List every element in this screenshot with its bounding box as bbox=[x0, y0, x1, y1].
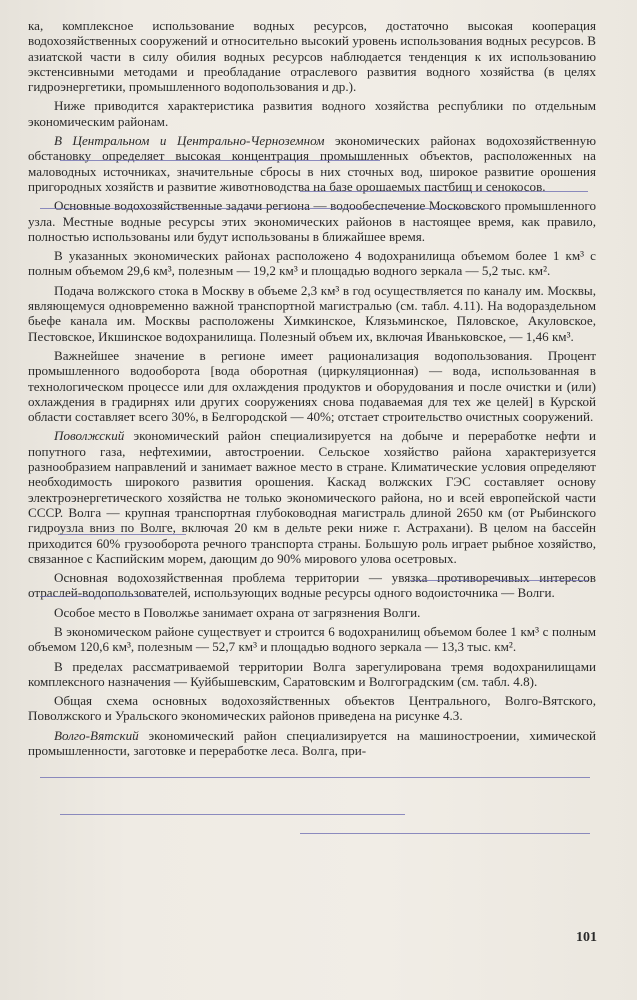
pen-underline bbox=[300, 833, 590, 834]
paragraph-text: Ниже приводится характеристика развития водного хозяйства республики по отдельным экономическим районам. bbox=[28, 98, 596, 129]
paragraph-text: Общая схема основных водохозяйственных объектов Центрального, Волго-Вятского, Поволжского и Уральского экономических районов приведена на рисунке 4.3. bbox=[28, 693, 596, 724]
region-name: В Центральном и Центрально-Черноземном bbox=[54, 133, 325, 149]
pen-underline bbox=[410, 580, 588, 581]
paragraph bbox=[28, 348, 596, 424]
paragraph bbox=[28, 133, 596, 194]
pen-underline bbox=[40, 777, 590, 778]
pen-underline bbox=[60, 814, 405, 815]
pen-underline bbox=[300, 191, 588, 192]
paragraph bbox=[28, 428, 596, 566]
pen-underline bbox=[40, 596, 158, 597]
paragraph-text: Важнейшее значение в регионе имеет рационализация водопользования. Процент промышленного водооборота [вода оборотная (циркуляционная) — вода, использованная в технологическом процессе или для охлаждения продуктов и оборудования и после очистки и (или) охлаждения в градирнях или других сооружениях снова подаваемая для тех же целей] в Курской области составляет всего 30%, в Белгородской — 40%; отстает строительство очистных сооружений. bbox=[28, 347, 596, 425]
region-name: Волго-Вятский bbox=[54, 727, 139, 743]
region-name: Поволжский bbox=[54, 428, 125, 444]
paragraph-text: В экономическом районе существует и строится 6 водохранилищ объемом более 1 км³ с полным объемом 120,6 км³, полезным — 52,7 км³ и площадью водного зеркала — 13,3 тыс. км². bbox=[28, 623, 596, 655]
page-number: 101 bbox=[576, 930, 597, 945]
paragraph bbox=[28, 98, 596, 129]
paragraph-text: Особое место в Поволжье занимает охрана от загрязнения Волги. bbox=[54, 604, 421, 620]
pen-underline bbox=[58, 534, 186, 535]
paragraph-text: ка, комплексное использование водных ресурсов, достаточно высокая кооперация водохозяйственных сооружений и относительно высокий уровень использования водных ресурсов. В азиатской части в силу обилия водных ресурсов наблюдается тенденция к их использованию экстенсивными методами и преобладание отраслевого развития водного хозяйства (в целях гидроэнергетики, промышленного водопользования и др.). bbox=[28, 18, 596, 95]
paragraph bbox=[28, 728, 596, 759]
paragraph bbox=[28, 624, 596, 655]
paragraph-text: Подача волжского стока в Москву в объеме 2,3 км³ в год осуществляется по каналу им. Москвы, являющемуся одновременно важной транспортной магистралью (см. табл. 4.11). На водораздельном бьефе канала им. Москвы расположены Химкинское, Клязьминское, Пяловское, Акуловское, Пестовское, Икшинское водохранилища. Полезный объем их, включая Иваньковское, — 1,46 км³. bbox=[28, 282, 596, 344]
paragraph-text: экономических районах водохозяйственную обстановку определяет высокая концентрация промышленных объектов, расположенных на маловодных источниках, значительные сбросы в них сточных вод, широкое развитие орошения пригородных хозяйств и развитие животноводства на базе орошаемых пастбищ и сенокосов. bbox=[28, 133, 597, 194]
paragraph bbox=[28, 18, 596, 94]
paragraph bbox=[28, 248, 596, 279]
paragraph-text: экономический район специализируется на машиностроении, химической промышленности, заготовке и переработке леса. Волга, при- bbox=[28, 727, 596, 759]
paragraph bbox=[28, 605, 596, 620]
paragraph bbox=[28, 693, 596, 724]
paragraph-text: В пределах рассматриваемой территории Волга зарегулирована тремя водохранилищами комплексного назначения — Куйбышевским, Саратовским и Волгоградским (см. табл. 4.8). bbox=[28, 658, 596, 689]
pen-underline bbox=[60, 160, 380, 161]
paragraph-text: Основные водохозяйственные задачи региона — водообеспечение Московского промышленного узла. Местные водные ресурсы этих экономических районов в настоящее время, как правило, полностью использованы или будут использованы в ближайшее время. bbox=[28, 198, 596, 244]
paragraph-text: экономический район специализируется на добыче и переработке нефти и попутного газа, нефтехимии, автостроении. Сельское хозяйство района характеризуется разнообразием направлений и занимает важное место в стране. Климатические условия определяют необходимость широкого развития орошения. Каскад волжских ГЭС составляет основу электроэнергетического хозяйства не только экономического района, но и всей европейской части СССР. Волга — крупная транспортная глубоководная магистраль длиной 2650 км (от Рыбинского гидроузла вниз по Волге, включая 20 км в дельте реки ниже г. Астрахани). В целом на бассейн приходится 60% грузооборота речного транспорта страны. Большую роль играет рыбное хозяйство, связанное с Каспийским морем, дающим до 90% мирового улова осетровых. bbox=[28, 428, 596, 566]
paragraph bbox=[28, 283, 596, 344]
paragraph-text: В указанных экономических районах расположено 4 водохранилища объемом более 1 км³ с полным объемом 29,6 км³, полезным — 19,2 км³ и площадью водного зеркала — 5,2 тыс. км². bbox=[28, 248, 596, 279]
paragraph bbox=[28, 198, 596, 244]
paragraph bbox=[28, 659, 596, 690]
pen-underline bbox=[40, 208, 485, 209]
body-text bbox=[28, 18, 596, 762]
paragraph-text: Основная водохозяйственная проблема территории — увязка противоречивых интересов отраслей-водопользователей, использующих водные ресурсы одного водоисточника — Волги. bbox=[28, 570, 596, 601]
